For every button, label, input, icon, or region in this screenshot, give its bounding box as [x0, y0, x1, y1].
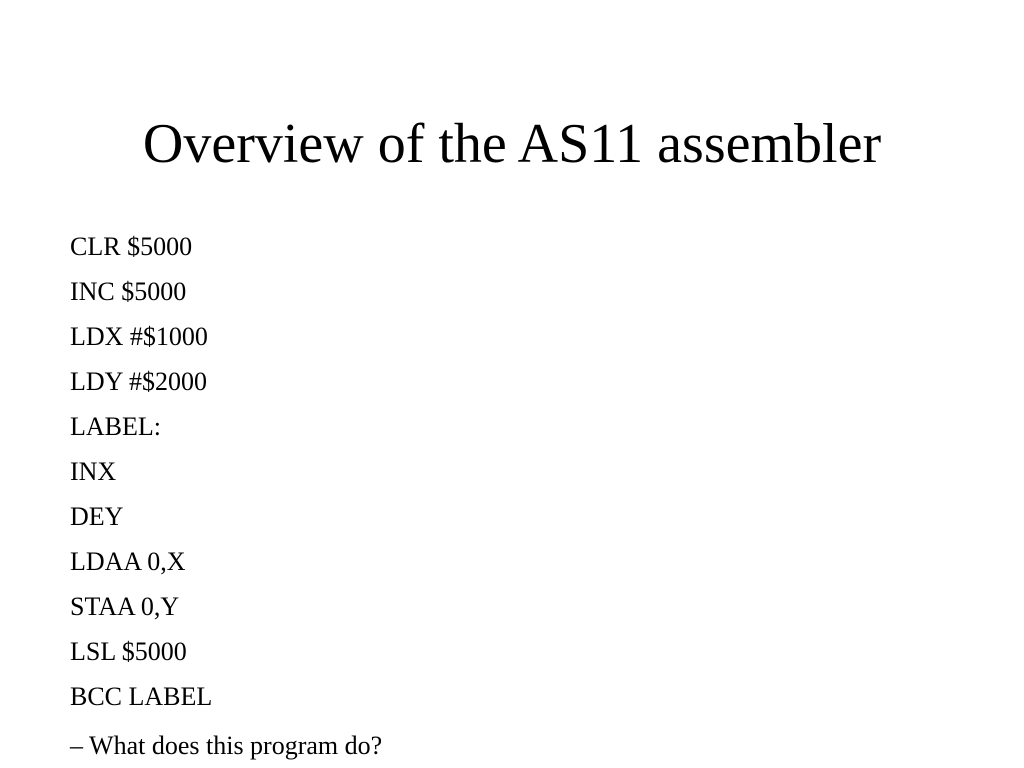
code-line: CLR $5000 — [70, 232, 193, 261]
code-line: LDAA 0,X — [70, 547, 186, 576]
code-line: LDX #$1000 — [70, 322, 208, 351]
slide-title: Overview of the AS11 assembler — [142, 113, 882, 175]
code-listing — [70, 229, 212, 724]
code-line: LDY #$2000 — [70, 367, 207, 396]
code-line: STAA 0,Y — [70, 592, 180, 621]
code-line: INC $5000 — [70, 277, 187, 306]
question-text: – What does this program do? — [70, 731, 383, 760]
code-line: INX — [70, 457, 117, 486]
code-line: BCC LABEL — [70, 682, 213, 711]
code-line: LABEL: — [70, 412, 161, 441]
code-line: DEY — [70, 502, 124, 531]
code-line: LSL $5000 — [70, 637, 187, 666]
